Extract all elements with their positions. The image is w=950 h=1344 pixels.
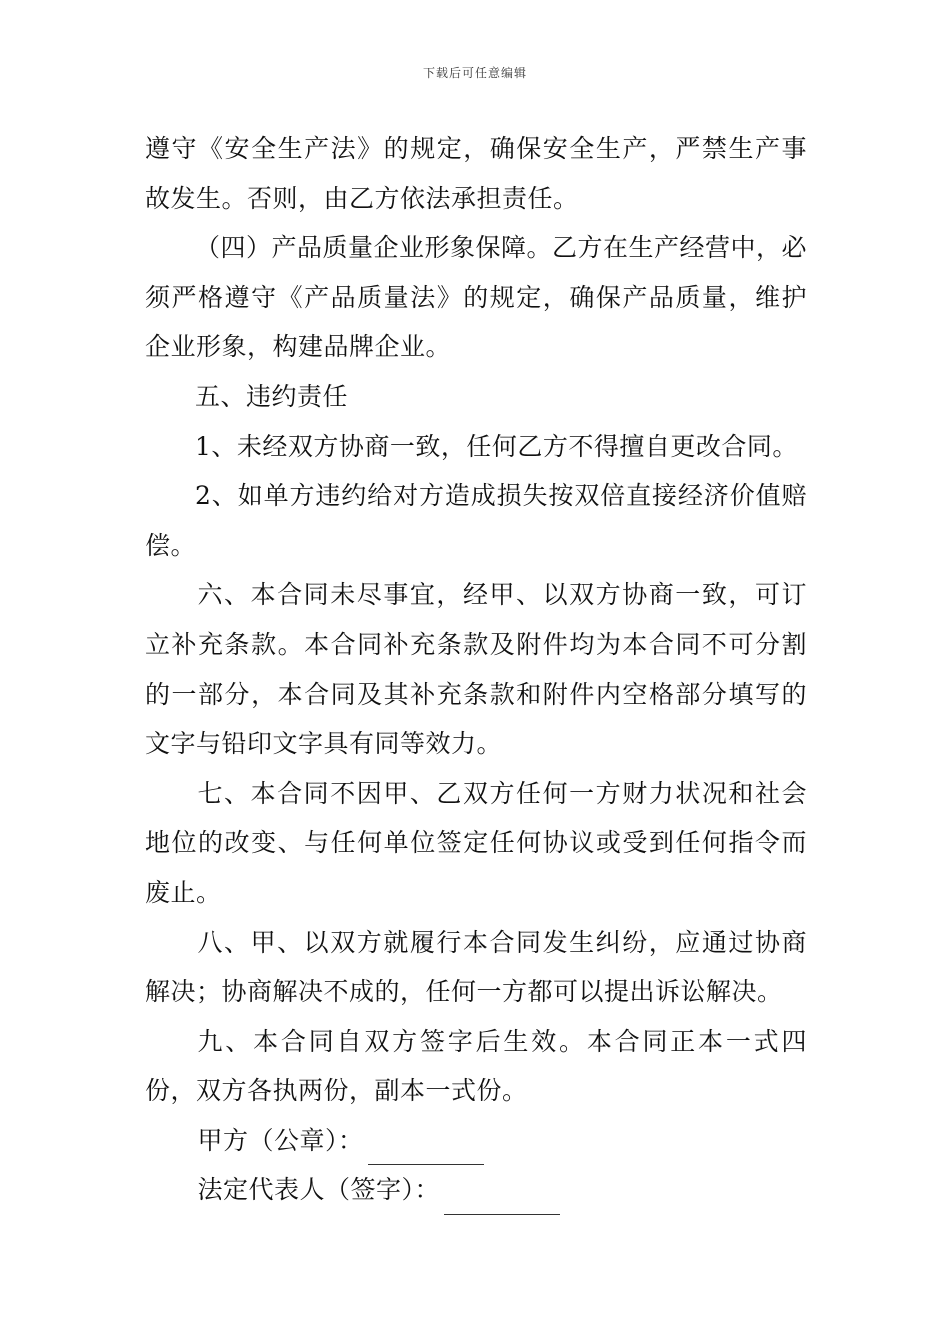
clause-breach-1: 1、未经双方协商一致，任何乙方不得擅自更改合同。 <box>195 431 798 461</box>
section-eight: 八、甲、以双方就履行本合同发生纠纷，应通过协商解决；协商解决不成的，任何一方都可以提出诉讼解决。 <box>145 927 807 1007</box>
paragraph-quality-guarantee: （四）产品质量企业形象保障。乙方在生产经营中，必须严格遵守《产品质量法》的规定，确保产品质量，维护企业形象，构建品牌企业。 <box>145 233 808 362</box>
party-a-signature-line <box>145 1116 807 1166</box>
party-a-label: 甲方（公章）： <box>197 1125 364 1155</box>
party-a-seal-blank[interactable] <box>368 1134 484 1165</box>
section-seven: 七、本合同不因甲、乙双方任何一方财力状况和社会地位的改变、与任何单位签定任何协议或受到任何指令而废止。 <box>145 778 807 907</box>
document-body <box>145 124 807 1215</box>
representative-label: 法定代表人（签字）： <box>197 1175 441 1205</box>
page-header: 下载后可任意编辑 <box>422 66 527 80</box>
section-nine: 九、本合同自双方签字后生效。本合同正本一式四份，双方各执两份，副本一式份。 <box>145 1026 807 1106</box>
representative-signature-line <box>145 1165 807 1215</box>
paragraph-safety-continued: 遵守《安全生产法》的规定，确保安全生产，严禁生产事故发生。否则，由乙方依法承担责任。 <box>145 134 807 213</box>
section-heading-breach: 五、违约责任 <box>195 381 349 411</box>
representative-signature-blank[interactable] <box>444 1184 560 1215</box>
clause-breach-2: 2、如单方违约给对方造成损失按双倍直接经济价值赔偿。 <box>145 481 807 560</box>
section-six: 六、本合同未尽事宜，经甲、以双方协商一致，可订立补充条款。本合同补充条款及附件均为本合同不可分割的一部分，本合同及其补充条款和附件内空格部分填写的文字与铅印文字具有同等效力。 <box>145 580 807 759</box>
